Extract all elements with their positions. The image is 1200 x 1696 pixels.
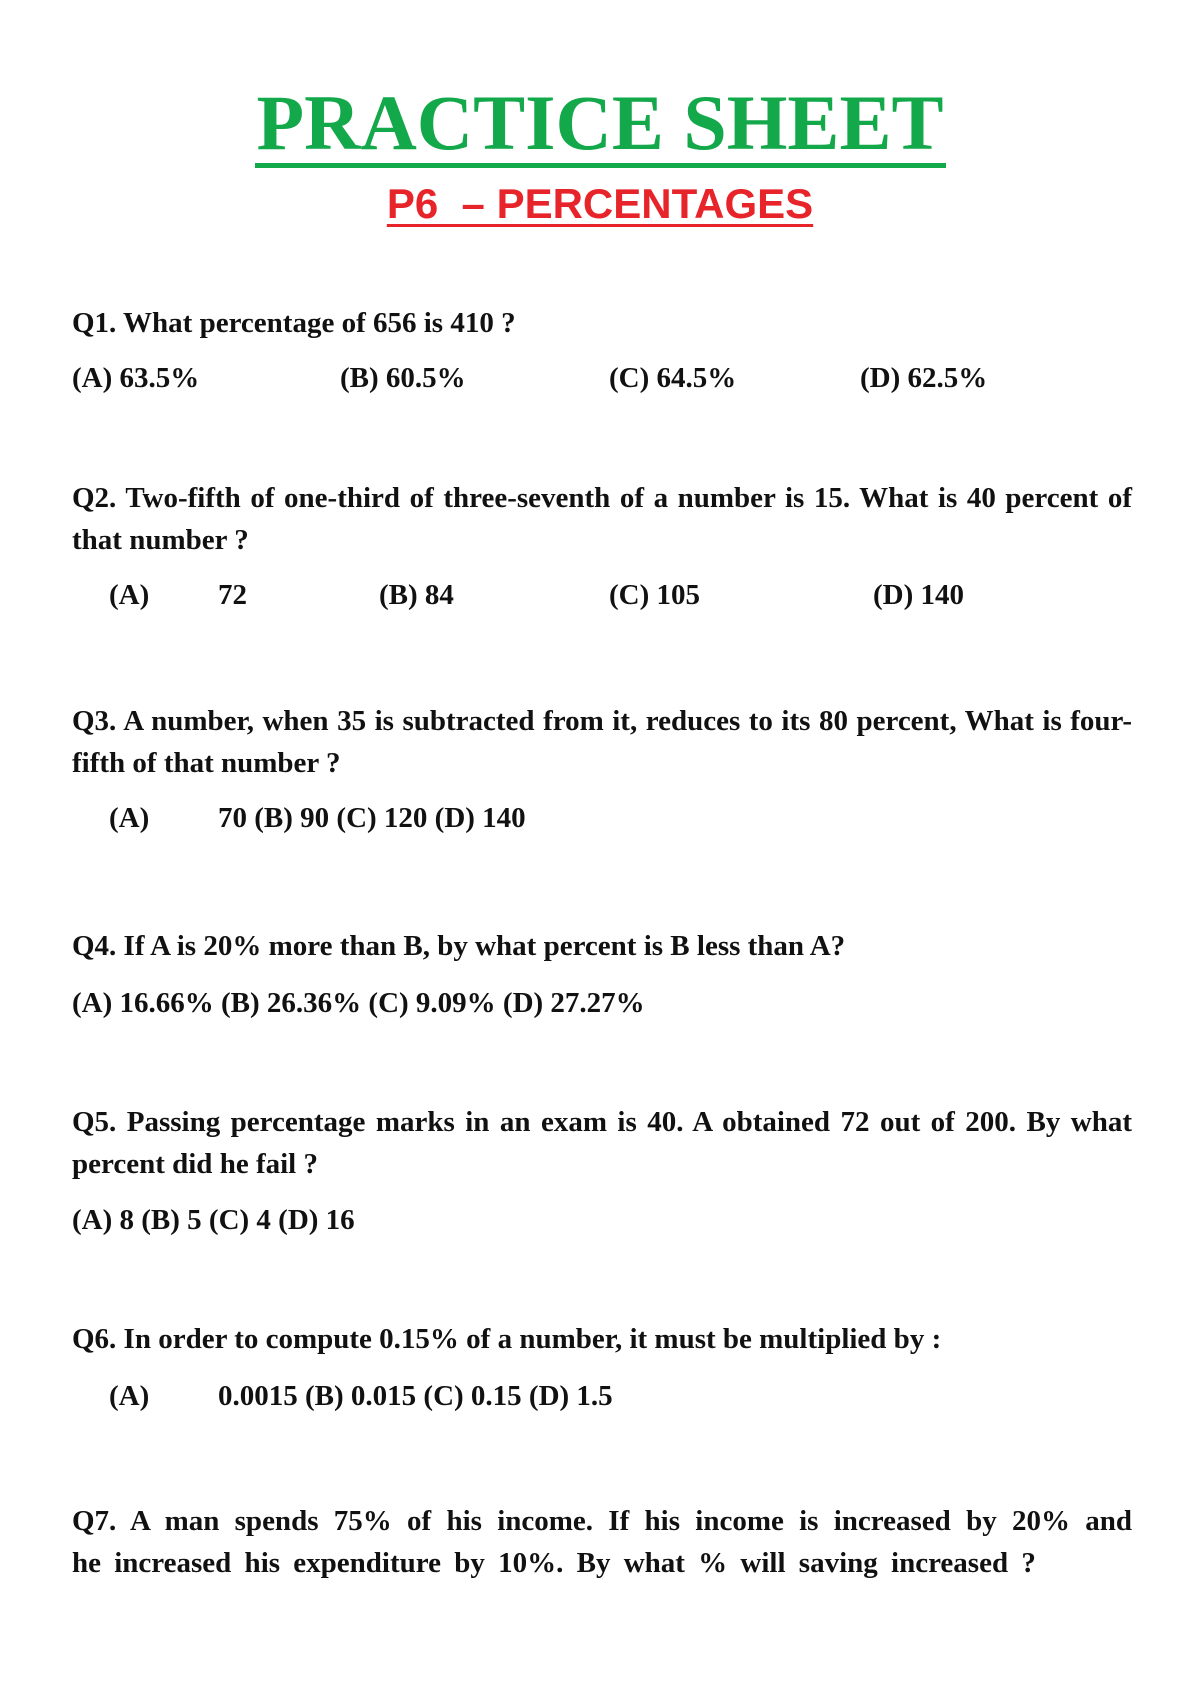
question-2-option-a-label: (A)	[109, 579, 150, 611]
page-subtitle-text: P6 – PERCENTAGES	[386, 180, 814, 227]
page-title-text: PRACTICE SHEET	[256, 79, 944, 166]
question-6-option-a-label: (A)	[109, 1380, 150, 1412]
question-6-option-values: 0.0015 (B) 0.015 (C) 0.15 (D) 1.5	[218, 1380, 613, 1412]
question-5-text: Q5. Passing percentage marks in an exam is 40. A obtained 72 out of 200. By what percent did he fail ?	[72, 1106, 1132, 1180]
page-subtitle	[0, 178, 1200, 230]
question-2-option-b: (B) 84	[379, 579, 454, 611]
question-2-option-c: (C) 105	[609, 579, 701, 611]
question-1-option-b: (B) 60.5%	[340, 362, 466, 394]
question-4-option-values: (A) 16.66% (B) 26.36% (C) 9.09% (D) 27.27%	[72, 987, 645, 1019]
page-title	[0, 78, 1200, 168]
question-2-option-d: (D) 140	[873, 579, 965, 611]
question-3-option-a-label: (A)	[109, 802, 150, 834]
question-1-options	[72, 358, 1132, 398]
question-1-option-a: (A) 63.5%	[72, 362, 200, 394]
question-2-options	[72, 575, 1132, 615]
question-1-text: Q1. What percentage of 656 is 410 ?	[72, 307, 516, 339]
question-5-option-values: (A) 8 (B) 5 (C) 4 (D) 16	[72, 1204, 355, 1236]
question-6-options	[72, 1376, 1132, 1416]
question-4-options	[72, 983, 1132, 1023]
question-5-options	[72, 1200, 1132, 1240]
question-2-option-a-value: 72	[218, 579, 247, 611]
question-1-option-d: (D) 62.5%	[860, 362, 988, 394]
question-3-option-values: 70 (B) 90 (C) 120 (D) 140	[218, 802, 526, 834]
question-7-text: Q7. A man spends 75% of his income. If his income is increased by 20% and he increased his expenditure by 10%. By what % will saving increased ?	[72, 1505, 1132, 1579]
question-4-text: Q4. If A is 20% more than B, by what percent is B less than A?	[72, 930, 846, 962]
question-3-options	[72, 798, 1132, 838]
question-2-text: Q2. Two-fifth of one-third of three-seventh of a number is 15. What is 40 percent of that number ?	[72, 482, 1132, 556]
question-3-text: Q3. A number, when 35 is subtracted from it, reduces to its 80 percent, What is four-fifth of that number ?	[72, 705, 1132, 779]
question-6-text: Q6. In order to compute 0.15% of a number, it must be multiplied by :	[72, 1323, 942, 1355]
question-1-option-c: (C) 64.5%	[609, 362, 737, 394]
